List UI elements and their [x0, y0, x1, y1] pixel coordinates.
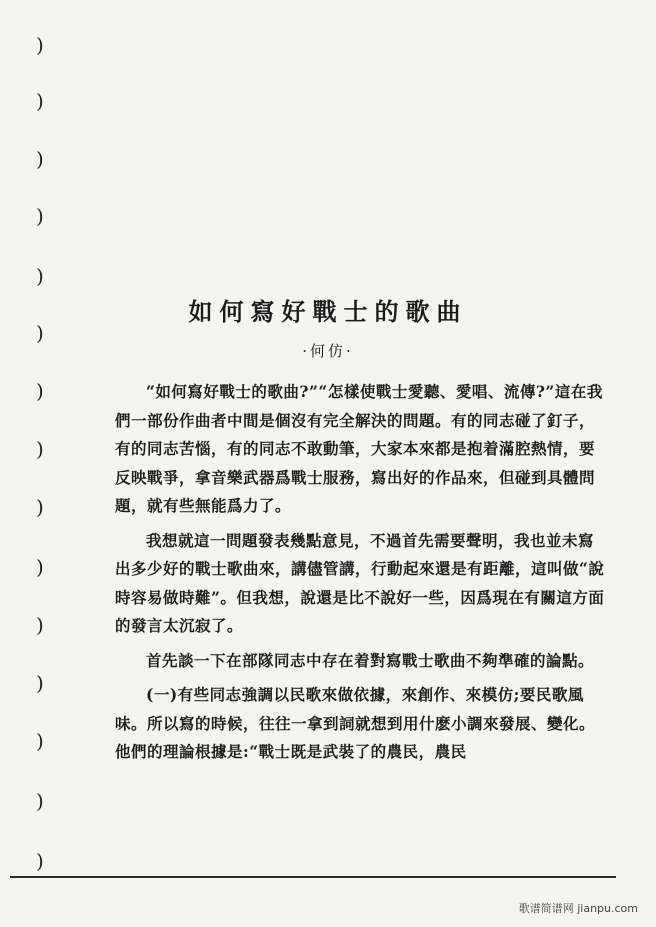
binding-hole-mark: )	[36, 89, 44, 113]
binding-hole-mark: )	[36, 379, 44, 403]
article-body	[115, 378, 605, 767]
binding-hole-mark: )	[36, 147, 44, 171]
site-watermark: 歌谱简谱网 jianpu.com	[518, 902, 638, 915]
paragraph: (一)有些同志強調以民歌來做依據，來創作、來模仿;要民歌風味。所以寫的時候，往往一拿到詞就想到用什麽小調來發展、變化。他們的理論根據是:“戰士既是武裝了的農民，農民	[115, 685, 596, 761]
binding-hole-mark: )	[36, 264, 44, 288]
binding-hole-mark: )	[36, 321, 44, 345]
binding-hole-mark: )	[36, 729, 44, 753]
binding-hole-mark: )	[36, 671, 44, 695]
binding-hole-mark: )	[36, 613, 44, 637]
binding-hole-mark: )	[36, 495, 44, 519]
paragraph: 我想就這一問題發表幾點意見，不過首先需要聲明，我也並未寫出多少好的戰士歌曲來，講儘管講，行動起來還是有距離，這叫做“說時容易做時難”。但我想，說還是比不說好一些，因爲現在有關這方面的發言太沉寂了。	[115, 530, 605, 635]
paragraph: 首先談一下在部隊同志中存在着對寫戰士歌曲不夠準確的論點。	[146, 650, 595, 670]
author-byline: ·何仿·	[302, 342, 354, 360]
binding-hole-mark: )	[36, 437, 44, 461]
binding-hole-mark: )	[36, 555, 44, 579]
binding-hole-mark: )	[36, 789, 44, 813]
binding-hole-mark: )	[36, 33, 44, 57]
bottom-rule	[10, 876, 616, 878]
binding-hole-mark: )	[36, 204, 44, 228]
article-title: 如何寫好戰士的歌曲	[188, 297, 468, 326]
paragraph: “如何寫好戰士的歌曲?”“怎樣使戰士愛聽、愛唱、流傳?”這在我們一部份作曲者中間是個沒有完全解決的問題。有的同志碰了釘子，有的同志苦惱，有的同志不敢動筆，大家本來都是抱着滿腔熱情，要反映戰爭，拿音樂武器爲戰士服務，寫出好的作品來，但碰到具體問題，就有些無能爲力了。	[115, 382, 603, 515]
binding-hole-mark: )	[36, 849, 44, 873]
